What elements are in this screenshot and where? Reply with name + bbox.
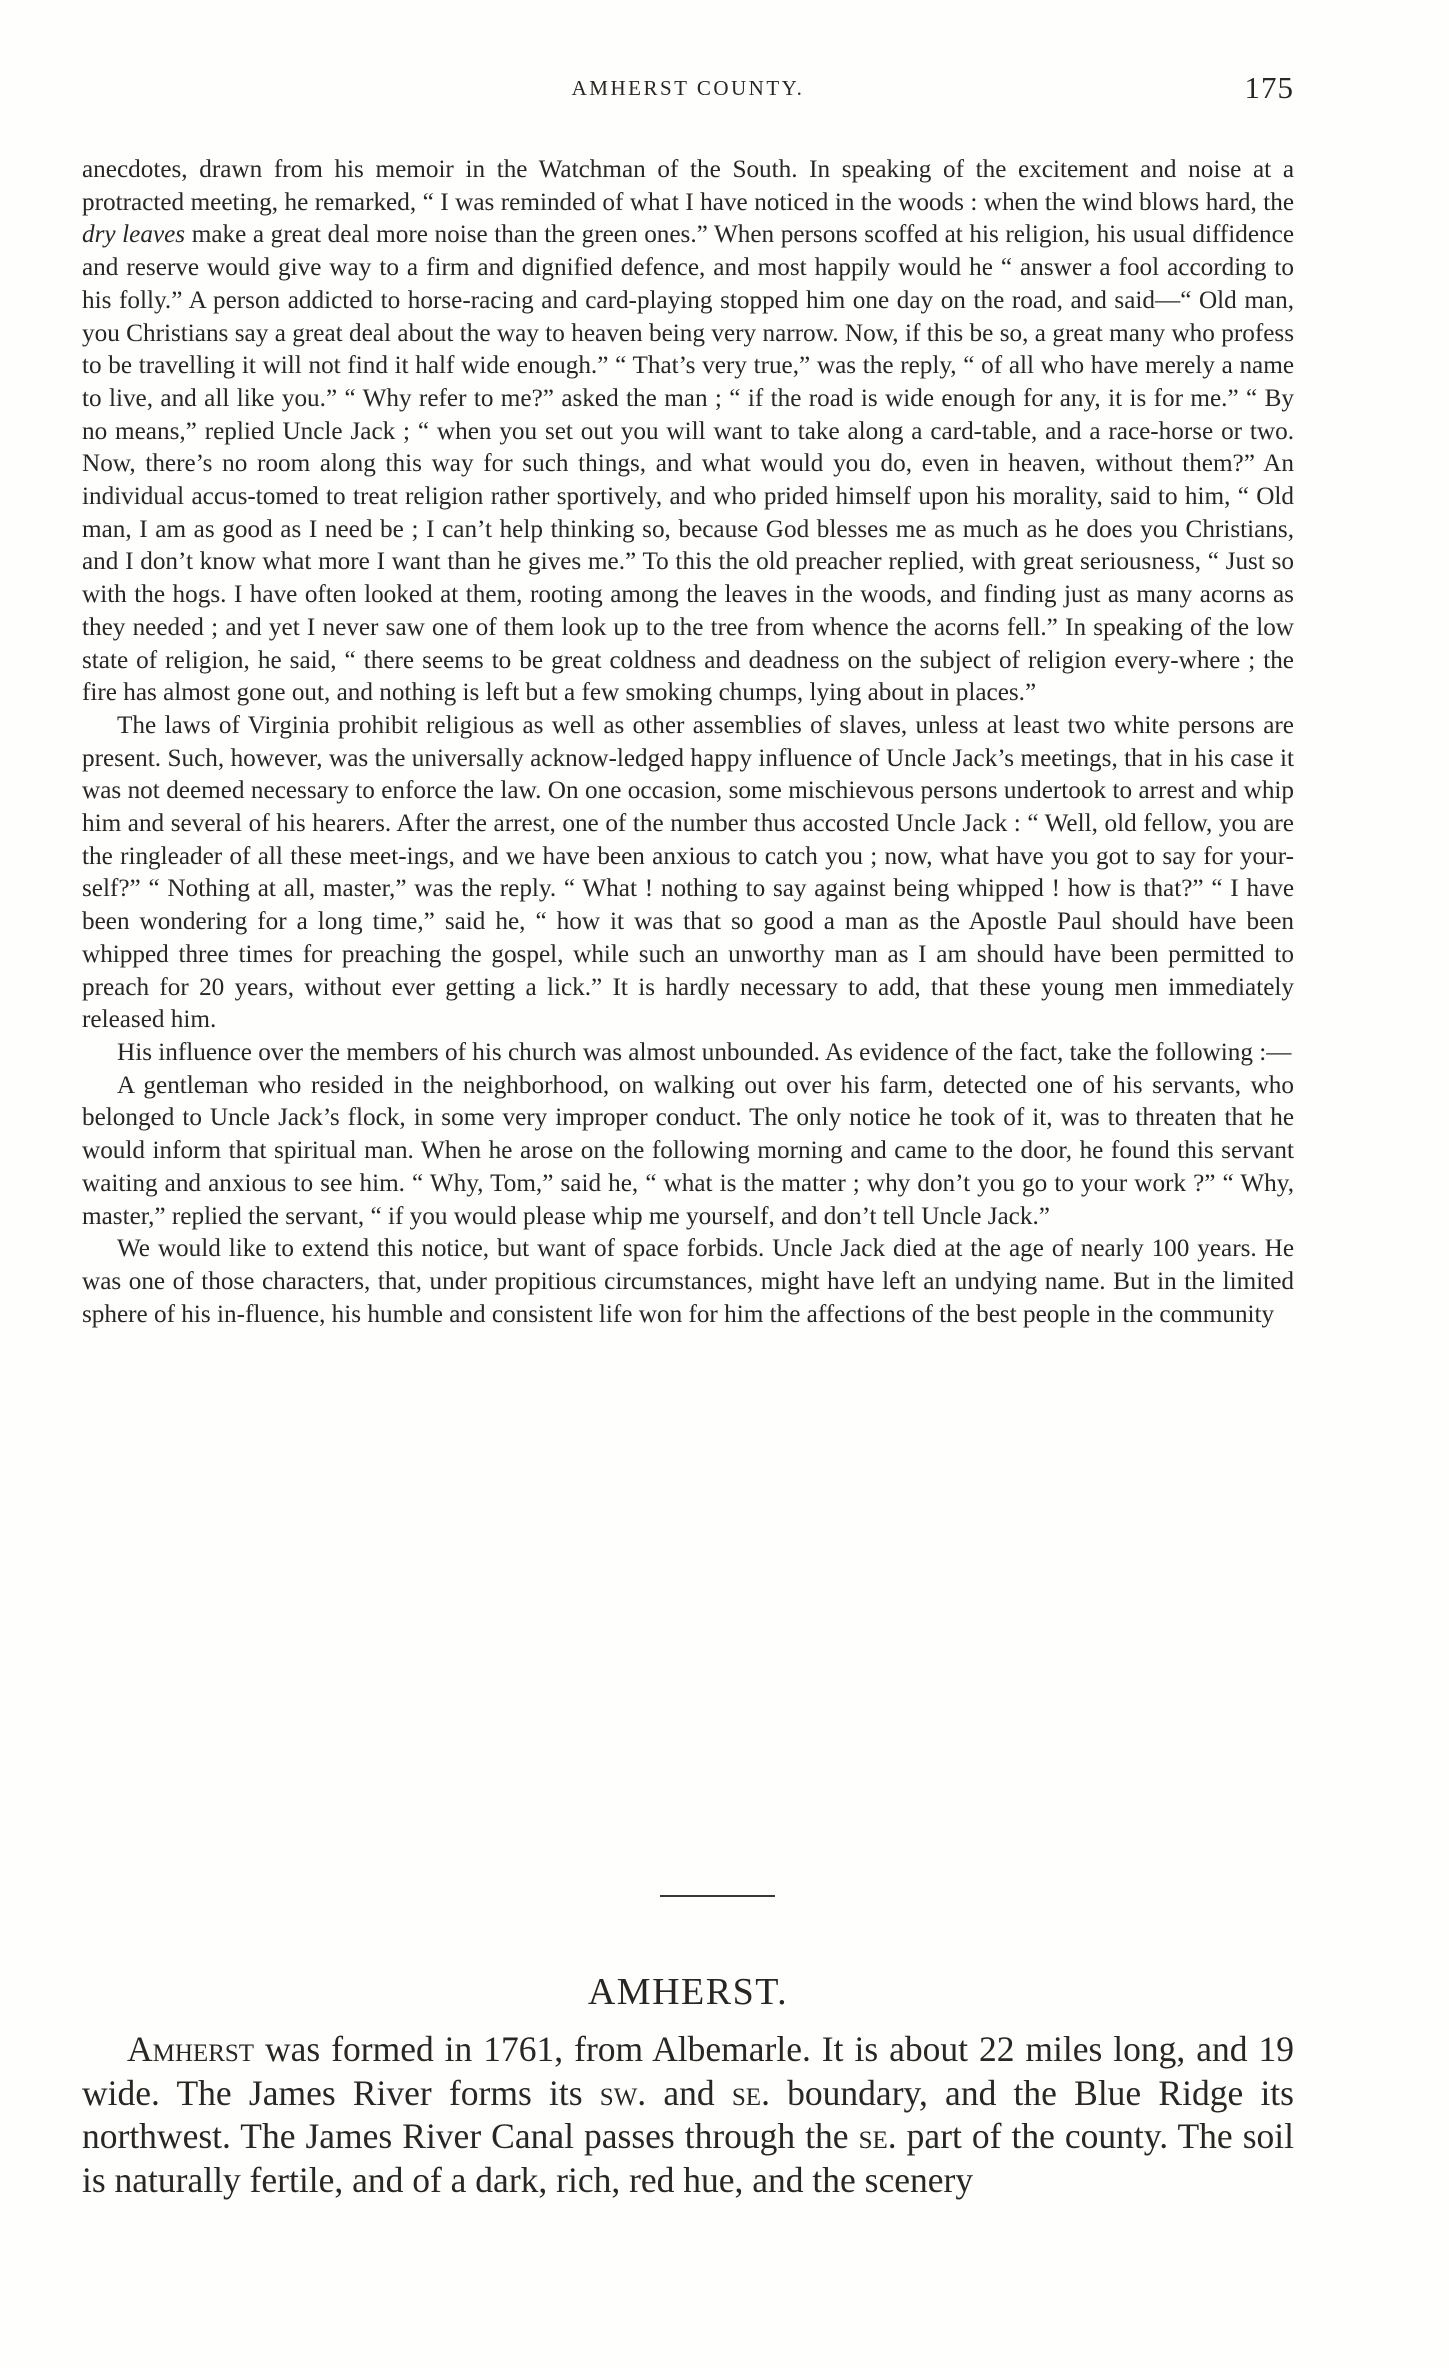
paragraph-gentleman: A gentleman who resided in the neighborhood, on walking out over his farm, detected one of his servants, who belonged to Uncle Jack’s flock, in some very improper conduct. The only notice he took of it, was to threaten that he would inform that spiritual man. When he arose on the following morning and came to the door, he found this servant waiting and anxious to see him. “ Why, Tom,” said he, “ what is the matter ; why don’t you go to your work ?” “ Why, master,” replied the servant, “ if you would please whip me yourself, and don’t tell Uncle Jack.” (82, 1071, 1294, 1230)
body-text (82, 154, 1294, 1331)
section-heading: AMHERST. (587, 1971, 789, 2013)
lead-word: Amherst (127, 2029, 255, 2069)
running-title: AMHERST COUNTY. (571, 76, 805, 100)
paragraph-anecdotes (82, 154, 1294, 710)
paragraph-influence: His influence over the members of his church was almost unbounded. As evidence of the fact, take the following :— (117, 1038, 1292, 1066)
section-text-part: part of the county. The soil is naturally fertile, and of a dark, rich, red hue, and the scenery (82, 2116, 1294, 2200)
italic-phrase: dry leaves (82, 221, 186, 249)
paragraph-text: make a great deal more noise than the green ones.” When persons scoffed at his religion, his usual diffidence and reserve would give way to a firm and dignified defence, and most happily would he “ answer a fool according to his folly.” A person addicted to horse-racing and card-playing stopped him one day on the road, and said—“ Old man, you Christians say a great deal about the way to heaven being very narrow. Now, if this be so, a great many who profess to be travelling it will not find it half wide enough.” “ That’s very true,” was the reply, “ of all who have merely a name to live, and all like you.” “ Why refer to me?” asked the man ; “ if the road is wide enough for any, it is for me.” “ By no means,” replied Uncle Jack ; “ when you set out you will want to take along a card-table, and a race-horse or two. Now, there’s no room along this way for such things, and what would you do, even in heaven, without them?” An individual accus-tomed to treat religion rather sportively, and who prided himself upon his morality, said to him, “ Old man, I am as good as I need be ; I can’t help thinking so, because God blesses me as much as he does you Christians, and I don’t know what more I want than he gives me.” To this the old preacher replied, with great seriousness, “ Just so with the hogs. I have often looked at them, rooting among the leaves in the woods, and finding just as many acorns as they needed ; and yet I never saw one of them look up to the tree from whence the acorns fell.” In speaking of the low state of religion, he said, “ there seems to be great coldness and deadness on the subject of religion every-where ; the fire has almost gone out, and nothing is left but a few smoking chumps, lying about in places.” (82, 221, 1295, 707)
book-page (82, 0, 1294, 2368)
section-text-part: boundary, and the Blue Ridge its northwest. The James River Canal passes through the (82, 2072, 1294, 2156)
section-text (82, 2028, 1294, 2202)
paragraph-closing: We would like to extend this notice, but want of space forbids. Uncle Jack died at the age of nearly 100 years. He was one of those characters, that, under propitious circumstances, might have left an undying name. But in the limited sphere of his in-fluence, his humble and consistent life won for him the affections of the best people in the community (82, 1235, 1294, 1328)
paragraph-text: anecdotes, drawn from his memoir in the Watchman of the South. In speaking of the excitement and noise at a protracted meeting, he remarked, “ I was reminded of what I have noticed in the woods : when the wind blows hard, the (82, 156, 1294, 216)
abbr-se: se. (858, 2116, 897, 2156)
running-head (82, 70, 1294, 110)
abbr-se: se. (731, 2072, 770, 2113)
section-divider (660, 1895, 775, 1897)
abbr-sw: sw. (599, 2072, 647, 2113)
section-text-part: was formed in 1761, from Albemarle. It is about 22 miles long, and 19 wide. The James River forms its (82, 2029, 1294, 2113)
paragraph-laws: The laws of Virginia prohibit religious as well as other assemblies of slaves, unless at least two white persons are present. Such, however, was the universally acknow-ledged happy influence of Uncle Jack’s meetings, that in his case it was not deemed necessary to enforce the law. On one occasion, some mischievous persons undertook to arrest and whip him and several of his hearers. After the arrest, one of the number thus accosted Uncle Jack : “ Well, old fellow, you are the ringleader of all these meet-ings, and we have been anxious to catch you ; now, what have you got to say for your-self?” “ Nothing at all, master,” was the reply. “ What ! nothing to say against being whipped ! how is that?” “ I have been wondering for a long time,” said he, “ how it was that so good a man as the Apostle Paul should have been whipped three times for preaching the gospel, while such an unworthy man as I am should have been permitted to preach for 20 years, without ever getting a lick.” It is hardly necessary to add, that these young men immediately released him. (82, 711, 1294, 1034)
page-number: 175 (1244, 70, 1294, 105)
section-text-part: and (646, 2072, 732, 2113)
section-paragraph (82, 2028, 1294, 2202)
